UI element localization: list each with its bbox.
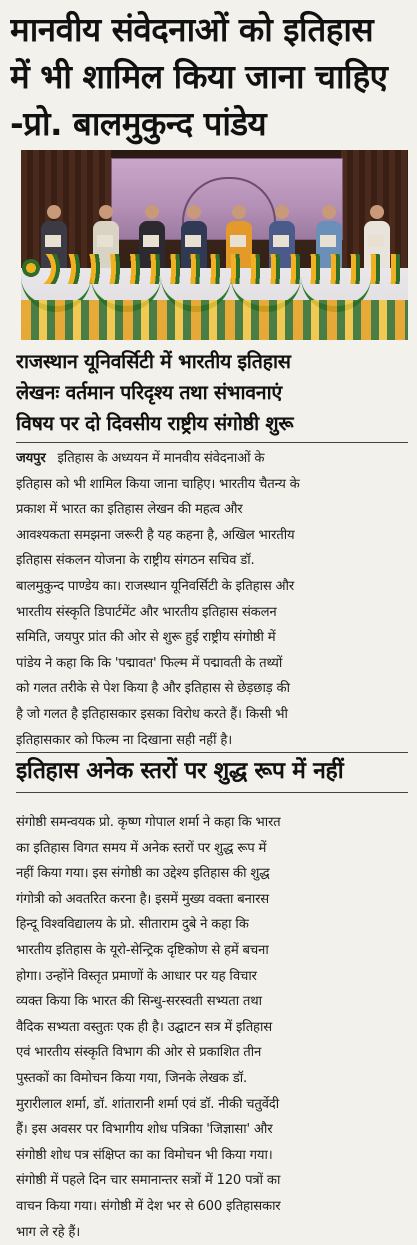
body-line: को गलत तरीके से पेश किया है और इतिहास से छेड़छाड़ की [16, 676, 408, 702]
divider-rule [16, 792, 408, 793]
body-line: गंगोत्री को अवतरित करना है। इसमें मुख्य वक्ता बनारस [16, 887, 408, 913]
article-body-continued [16, 810, 408, 1245]
body-line: बालमुकुन्द पाण्डेय का। राजस्थान यूनिवर्सिटी के इतिहास और [16, 574, 408, 600]
body-line: भाग ले रहे हैं। [16, 1220, 408, 1245]
article-body-intro [16, 446, 408, 753]
body-line: समिति, जयपुर प्रांत की ओर से शुरू हुई राष्ट्रीय संगोष्ठी में [16, 625, 408, 651]
body-line: नहीं किया गया। इस संगोष्ठी का उद्देश्य इतिहास की शुद्ध [16, 861, 408, 887]
body-line: इतिहास को भी शामिल किया जाना चाहिए। भारतीय चैतन्य के [16, 472, 408, 498]
dateline: जयपुर [16, 451, 46, 466]
subheadline-line: विषय पर दो दिवसीय राष्ट्रीय संगोष्ठी शुरू [16, 408, 408, 439]
headline-line: मानवीय संवेदनाओं को इतिहास [10, 6, 410, 53]
body-line: पांडेय ने कहा कि कि 'पद्मावत' फिल्म में पद्मावती के तथ्यों [16, 651, 408, 677]
body-line: संगोष्ठी में पहले दिन चार समानान्तर सत्रों में 120 पत्रों का [16, 1168, 408, 1194]
body-line [16, 446, 408, 472]
body-line: इतिहासकार को फिल्म ना दिखाना सही नहीं है। [16, 728, 408, 754]
body-line: व्यक्त किया कि भारत की सिन्धु-सरस्वती सभ्यता तथा [16, 989, 408, 1015]
body-line: भारतीय संस्कृति डिपार्टमेंट और भारतीय इतिहास संकलन [16, 600, 408, 626]
body-line: आवश्यकता समझना जरूरी है यह कहना है, अखिल भारतीय [16, 523, 408, 549]
body-line: प्रकाश में भारत का इतिहास लेखन की महत्व और [16, 497, 408, 523]
body-line: संगोष्ठी शोध पत्र संक्षिप्त का का विमोचन भी किया गया। [16, 1143, 408, 1169]
body-line: पुस्तकों का विमोचन किया गया, जिनके लेखक डॉ. [16, 1066, 408, 1092]
flower-border [21, 300, 408, 340]
divider-rule [16, 442, 408, 443]
body-line: भारतीय इतिहास के यूरो-सेन्ट्रिक दृष्टिकोण से हमें बचना [16, 938, 408, 964]
headline-line: -प्रो. बालमुकुन्द पांडेय [10, 100, 410, 147]
body-line: वैदिक सभ्यता वस्तुतः एक ही है। उद्घाटन सत्र में इतिहास [16, 1015, 408, 1041]
body-line: संगोष्ठी समन्वयक प्रो. कृष्ण गोपाल शर्मा ने कहा कि भारत [16, 810, 408, 836]
body-line: मुरारीलाल शर्मा, डॉ. शांतारानी शर्मा एवं डॉ. नीकी चतुर्वेदी [16, 1092, 408, 1118]
section-heading: इतिहास अनेक स्तरों पर शुद्ध रूप में नहीं [16, 754, 408, 788]
headline-line: में भी शामिल किया जाना चाहिए [10, 53, 410, 100]
divider-rule [16, 752, 408, 753]
subheadline-line: लेखनः वर्तमान परिदृश्य तथा संभावनाएं [16, 377, 408, 408]
body-line: हैं। इस अवसर पर विभागीय शोध पत्रिका 'जिज्ञासा' और [16, 1117, 408, 1143]
body-line: हिन्दू विश्वविद्यालय के प्रो. सीताराम दुबे ने कहा कि [16, 912, 408, 938]
body-line: होगा। उन्होंने विस्तृत प्रमाणों के आधार पर यह विचार [16, 964, 408, 990]
seminar-stage-photo [21, 150, 408, 340]
body-line: है जो गलत है इतिहासकार इसका विरोध करते हैं। किसी भी [16, 702, 408, 728]
body-line: इतिहास संकलन योजना के राष्ट्रीय संगठन सचिव डॉ. [16, 548, 408, 574]
headline [10, 6, 410, 147]
subheadline-line: राजस्थान यूनिवर्सिटी में भारतीय इतिहास [16, 346, 408, 377]
body-line: वाचन किया गया। संगोष्ठी में देश भर से 600 इतिहासकार [16, 1194, 408, 1220]
body-line-text: इतिहास के अध्ययन में मानवीय संवेदनाओं के [58, 451, 265, 466]
body-line: एवं भारतीय संस्कृति विभाग की ओर से प्रकाशित तीन [16, 1040, 408, 1066]
body-line: का इतिहास विगत समय में अनेक स्तरों पर शुद्ध रूप में [16, 836, 408, 862]
subheadline [16, 346, 408, 439]
